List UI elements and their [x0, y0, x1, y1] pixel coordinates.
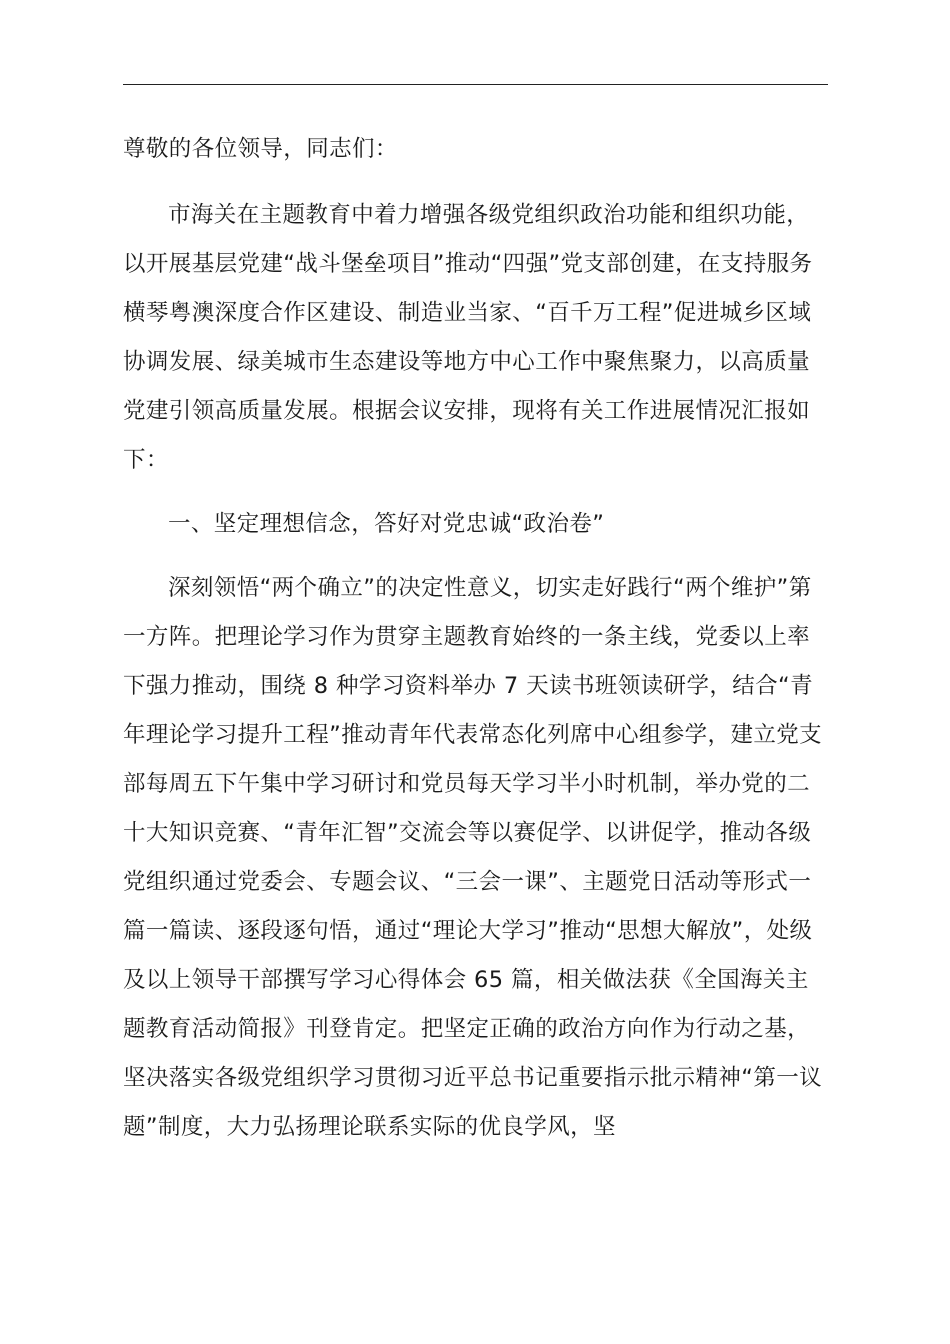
salutation: 尊敬的各位领导，同志们： — [123, 136, 398, 162]
paragraph-intro: 市海关在主题教育中着力增强各级党组织政治功能和组织功能，以开展基层党建“战斗堡垒项目”推动“四强”党支部创建，在支持服务横琴粤澳深度合作区建设、制造业当家、“百千万工程”促进城乡区域协调发展、绿美城市生态建设等地方中心工作中聚焦聚力，以高质量党建引领高质量发展。根据会议安排，现将有关工作进展情况汇报如下： — [123, 202, 813, 473]
document-body — [123, 125, 828, 1152]
section-heading-1: 一、坚定理想信念，答好对党忠诚“政治卷” — [168, 511, 605, 537]
paragraph-section-1: 深刻领悟“两个确立”的决定性意义，切实走好践行“两个维护”第一方阵。把理论学习作为贯穿主题教育始终的一条主线，党委以上率下强力推动，围绕 8 种学习资料举办 7 天读书班领读研学，结合“青年理论学习提升工程”推动青年代表常态化列席中心组参学，建立党支部每周五下午集中学习研讨和党员每天学习半小时机制，举办党的二十大知识竞赛、“青年汇智”交流会等以赛促学、以讲促学，推动各级党组织通过党委会、专题会议、“三会一课”、主题党日活动等形式一篇一篇读、逐段逐句悟，通过“理论大学习”推动“思想大解放”，处级及以上领导干部撰写学习心得体会 65 篇，相关做法获《全国海关主题教育活动简报》刊登肯定。把坚定正确的政治方向作为行动之基，坚决落实各级党组织学习贯彻习近平总书记重要指示批示精神“第一议题”制度，大力弘扬理论联系实际的优良学风，坚 — [123, 575, 823, 1140]
header-rule — [123, 84, 828, 85]
